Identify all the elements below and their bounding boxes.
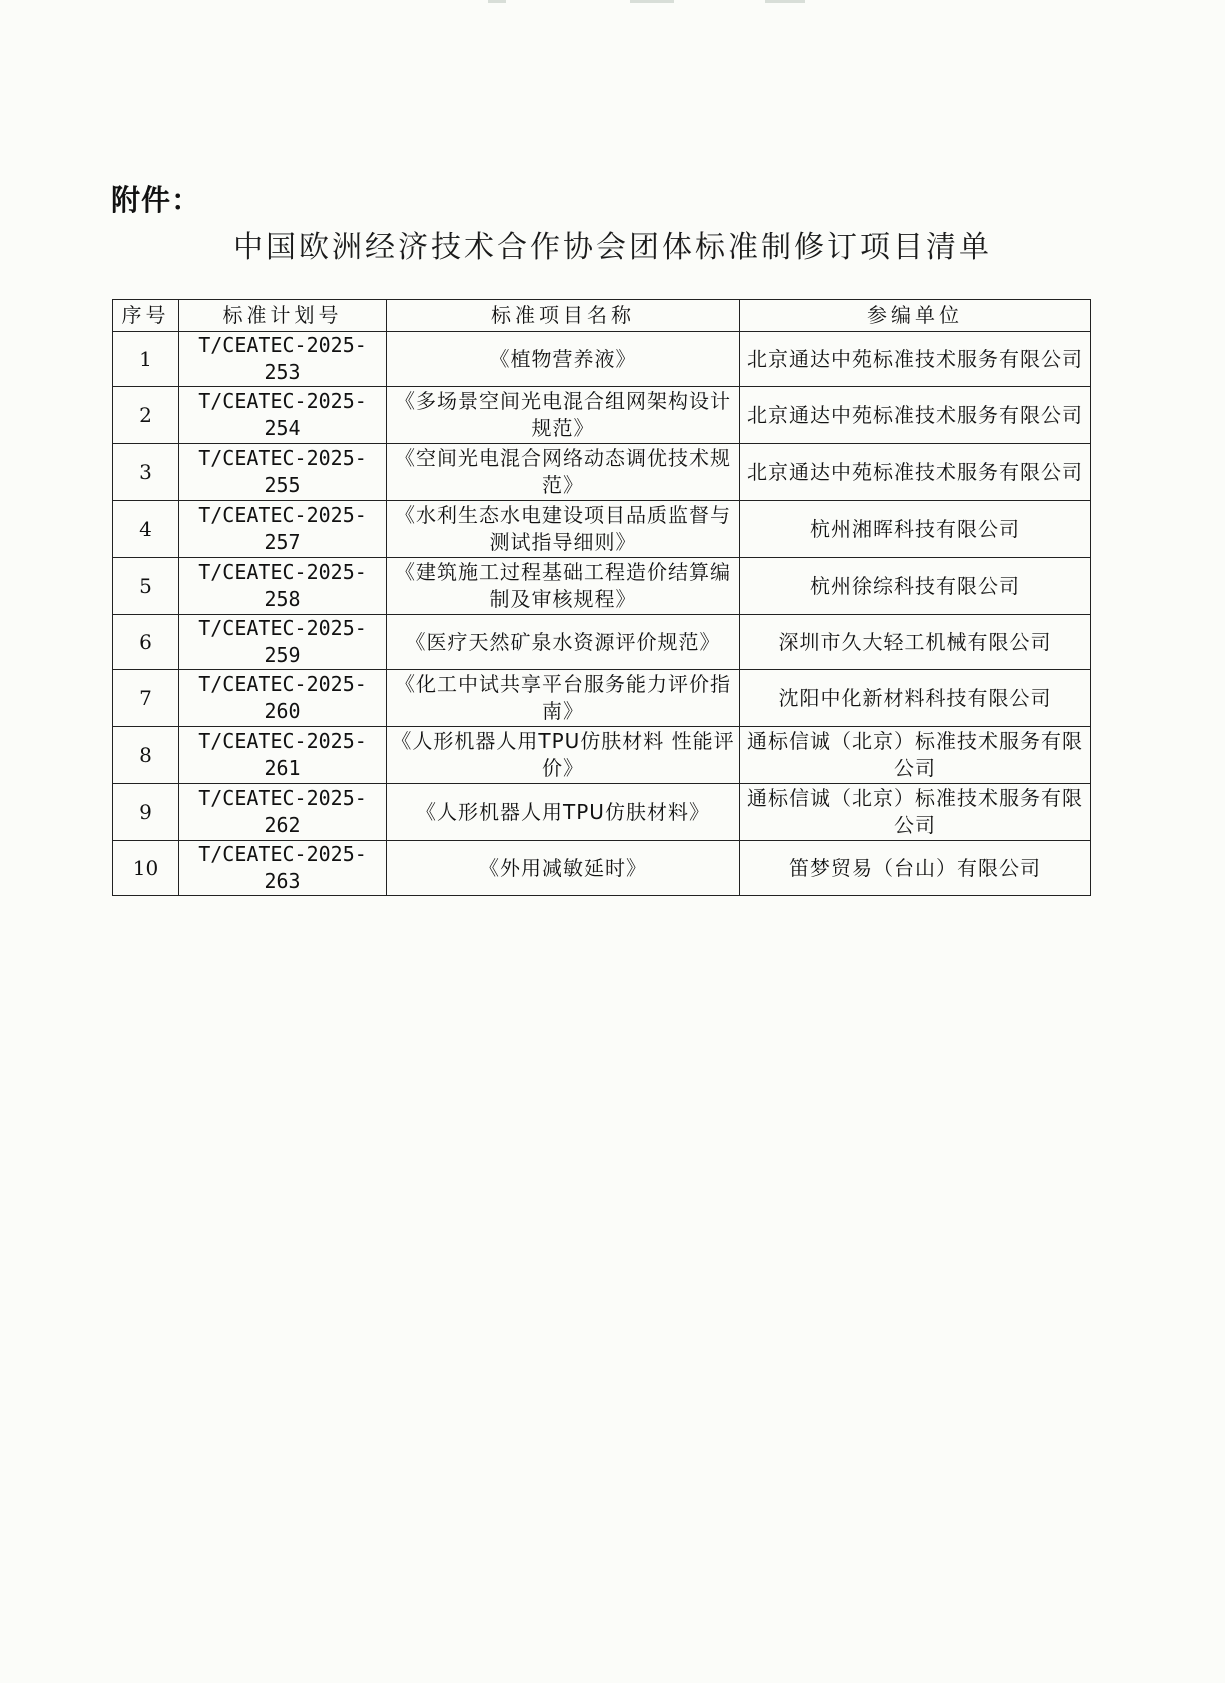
table-row — [113, 501, 1091, 558]
row-code: T/CEATEC-2025-258 — [179, 558, 387, 615]
document-title: 中国欧洲经济技术合作协会团体标准制修订项目清单 — [233, 230, 992, 265]
row-seq: 5 — [113, 558, 179, 615]
row-seq: 6 — [113, 615, 179, 670]
table-header-row — [113, 300, 1091, 332]
row-code: T/CEATEC-2025-259 — [179, 615, 387, 670]
scan-artifact — [765, 0, 805, 3]
row-seq: 9 — [113, 784, 179, 841]
row-unit: 通标信诚（北京）标准技术服务有限公司 — [740, 727, 1091, 784]
row-unit: 杭州湘晖科技有限公司 — [740, 501, 1091, 558]
row-name: 《化工中试共享平台服务能力评价指南》 — [387, 670, 740, 727]
column-header-name: 标准项目名称 — [387, 300, 740, 332]
table-row — [113, 387, 1091, 444]
row-seq: 3 — [113, 444, 179, 501]
row-unit: 沈阳中化新材料科技有限公司 — [740, 670, 1091, 727]
row-name: 《人形机器人用TPU仿肤材料》 — [387, 784, 740, 841]
table-row — [113, 332, 1091, 387]
row-code: T/CEATEC-2025-254 — [179, 387, 387, 444]
scan-artifact — [630, 0, 674, 3]
table-row — [113, 558, 1091, 615]
row-code: T/CEATEC-2025-260 — [179, 670, 387, 727]
row-code: T/CEATEC-2025-257 — [179, 501, 387, 558]
table-row — [113, 444, 1091, 501]
row-name: 《建筑施工过程基础工程造价结算编制及审核规程》 — [387, 558, 740, 615]
table-row — [113, 670, 1091, 727]
row-unit: 杭州徐综科技有限公司 — [740, 558, 1091, 615]
row-name: 《空间光电混合网络动态调优技术规范》 — [387, 444, 740, 501]
scan-artifact — [488, 0, 506, 3]
row-unit: 北京通达中苑标准技术服务有限公司 — [740, 444, 1091, 501]
row-unit: 北京通达中苑标准技术服务有限公司 — [740, 387, 1091, 444]
row-name: 《医疗天然矿泉水资源评价规范》 — [387, 615, 740, 670]
row-name: 《人形机器人用TPU仿肤材料 性能评价》 — [387, 727, 740, 784]
row-seq: 1 — [113, 332, 179, 387]
row-code: T/CEATEC-2025-253 — [179, 332, 387, 387]
row-code: T/CEATEC-2025-255 — [179, 444, 387, 501]
row-unit: 北京通达中苑标准技术服务有限公司 — [740, 332, 1091, 387]
row-code: T/CEATEC-2025-261 — [179, 727, 387, 784]
row-unit: 笛梦贸易（台山）有限公司 — [740, 841, 1091, 896]
column-header-unit: 参编单位 — [740, 300, 1091, 332]
row-code: T/CEATEC-2025-263 — [179, 841, 387, 896]
row-name: 《水利生态水电建设项目品质监督与测试指导细则》 — [387, 501, 740, 558]
row-seq: 10 — [113, 841, 179, 896]
row-name: 《外用减敏延时》 — [387, 841, 740, 896]
table-row — [113, 727, 1091, 784]
row-name: 《多场景空间光电混合组网架构设计规范》 — [387, 387, 740, 444]
attachment-label: 附件： — [111, 183, 202, 217]
column-header-seq: 序号 — [113, 300, 179, 332]
row-name: 《植物营养液》 — [387, 332, 740, 387]
row-seq: 4 — [113, 501, 179, 558]
row-seq: 7 — [113, 670, 179, 727]
table-row — [113, 615, 1091, 670]
row-seq: 2 — [113, 387, 179, 444]
table-row — [113, 841, 1091, 896]
row-code: T/CEATEC-2025-262 — [179, 784, 387, 841]
row-unit: 深圳市久大轻工机械有限公司 — [740, 615, 1091, 670]
project-list-table — [112, 299, 1091, 896]
column-header-code: 标准计划号 — [179, 300, 387, 332]
table-row — [113, 784, 1091, 841]
row-seq: 8 — [113, 727, 179, 784]
row-unit: 通标信诚（北京）标准技术服务有限公司 — [740, 784, 1091, 841]
